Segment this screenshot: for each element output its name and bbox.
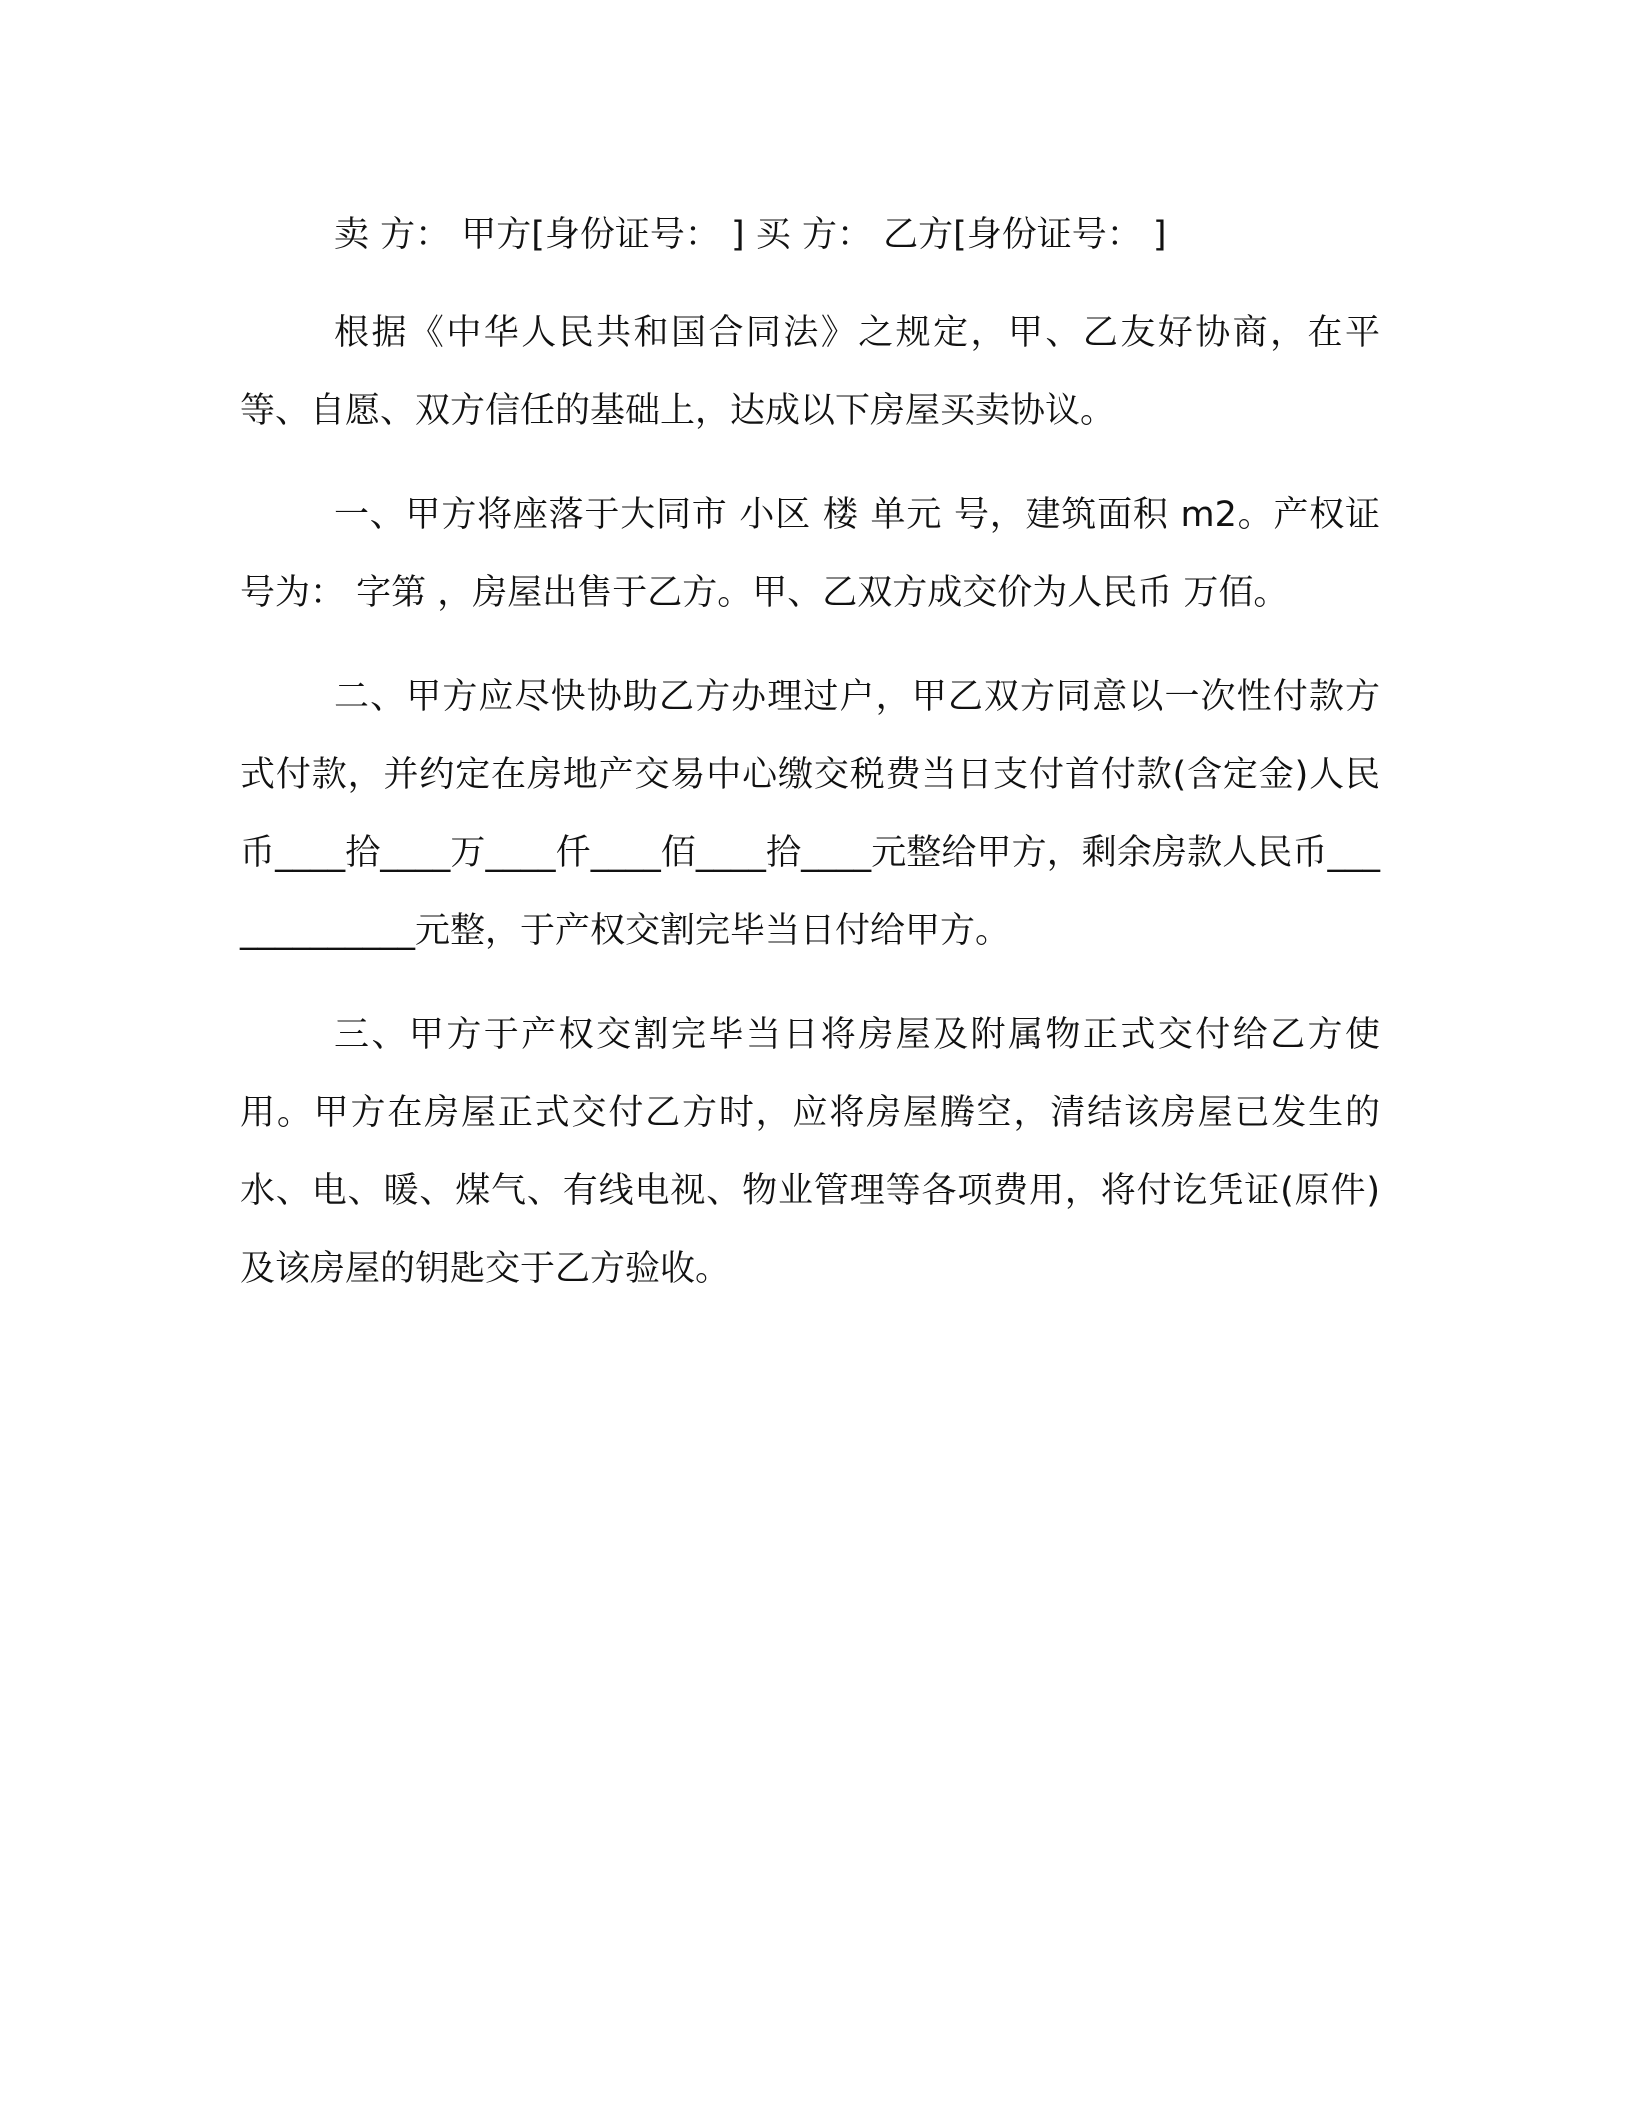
document-body	[240, 196, 1380, 1334]
clause-3-paragraph: 三、甲方于产权交割完毕当日将房屋及附属物正式交付给乙方使用。甲方在房屋正式交付乙方时，应将房屋腾空，清结该房屋已发生的水、电、暖、煤气、有线电视、物业管理等各项费用，将付讫凭证(原件)及该房屋的钥匙交于乙方验收。	[240, 1015, 1380, 1289]
preamble-paragraph: 根据《中华人民共和国合同法》之规定，甲、乙友好协商，在平等、自愿、双方信任的基础上，达成以下房屋买卖协议。	[240, 313, 1380, 431]
parties-line: 卖 方： 甲方[身份证号： ] 买 方： 乙方[身份证号： ]	[334, 215, 1167, 255]
clause-2-paragraph: 二、甲方应尽快协助乙方办理过户，甲乙双方同意以一次性付款方式付款，并约定在房地产交易中心缴交税费当日支付首付款(含定金)人民币____拾____万____仟____佰____拾____元整给甲方，剩余房款人民币_____________元整，于产权交割完毕当日付给甲方。	[240, 677, 1380, 951]
clause-1-paragraph: 一、甲方将座落于大同市 小区 楼 单元 号，建筑面积 m2。产权证号为： 字第 ，房屋出售于乙方。甲、乙双方成交价为人民币 万佰。	[240, 495, 1380, 613]
